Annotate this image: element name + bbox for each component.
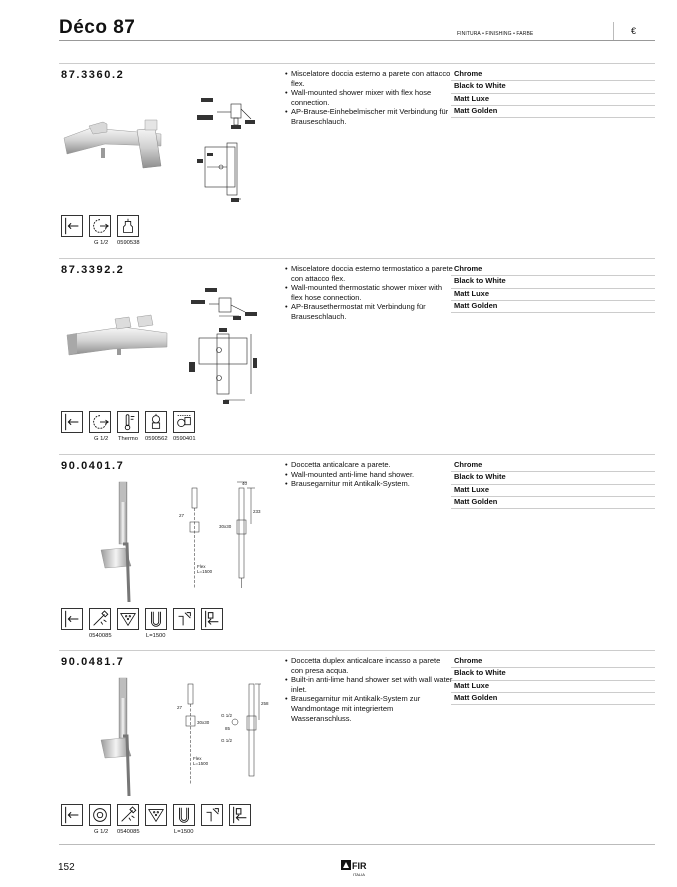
finish-matt-golden[interactable]: Matt Golden [451,693,655,705]
finish-matt-luxe[interactable]: Matt Luxe [451,94,655,106]
product-90-0481-7 [59,650,655,842]
wall-outlet-icon [201,608,223,630]
finish-black-to-white[interactable]: Black to White [451,472,655,484]
thread-top-label: G 1/2 [221,713,233,718]
icon-label-cartridge: 0590562 [145,436,168,442]
product-description [285,656,453,723]
icon-label-hand-shower: 0540085 [89,633,112,639]
wall-mounted-icon [61,804,83,826]
finish-black-to-white[interactable]: Black to White [451,668,655,680]
finish-chrome[interactable]: Chrome [451,460,655,472]
technical-drawing [175,481,285,602]
product-87-3392-2 [59,258,655,448]
footer-divider [59,844,655,845]
flex-label: Flex [197,564,206,569]
finish-matt-luxe[interactable]: Matt Luxe [451,681,655,693]
description-de: • AP-Brausethermostat mit Verbindung für Brauseschlauch. [285,302,453,321]
description-it: • Doccetta duplex anticalcare incasso a parete con presa acqua. [285,656,453,675]
finish-matt-golden[interactable]: Matt Golden [451,301,655,313]
connection-thread-icon [89,411,111,433]
dimension-233: 233 [253,509,261,514]
dimension-40: 40 [242,481,248,486]
description-it: • Miscelatore doccia esterno a parete con attacco flex. [285,69,453,88]
product-photo [99,674,135,798]
finish-matt-golden[interactable]: Matt Golden [451,497,655,509]
thermostat-icon [117,411,139,433]
icon-label-thread: G 1/2 [94,829,109,835]
finishing-column-header: FINITURA • FINISHING • FARBE [457,31,534,37]
page-title: Déco 87 [59,17,136,38]
icon-label-spare-part: 0590401 [173,436,196,442]
price-column-header: € [631,26,637,36]
connection-thread-icon [89,215,111,237]
description-it: • Doccetta anticalcare a parete. [285,460,453,470]
thread-bottom-label: G 1/2 [221,738,233,743]
product-description [285,460,453,489]
flex-length-label: L=1500 [197,569,213,574]
product-divider [59,454,655,455]
finish-list [451,656,655,705]
wall-mounted-icon [61,215,83,237]
wall-mounted-icon [61,608,83,630]
product-photo [61,118,167,176]
flex-hose-icon [145,608,167,630]
wall-mounted-icon [61,411,83,433]
icon-label-hose-length: L=1500 [146,633,166,639]
product-photo [99,478,135,604]
feature-icons [59,215,259,245]
feature-icons [59,411,269,441]
finish-matt-golden[interactable]: Matt Golden [451,106,655,118]
hand-shower-icon [89,608,111,630]
description-en: • Built-in anti-lime hand shower set with wall water inlet. [285,675,453,694]
product-divider [59,650,655,651]
icon-label-hose-length: L=1500 [174,829,194,835]
icon-label-hand-shower: 0540085 [117,829,140,835]
brand-logo [341,860,373,878]
product-90-0401-7 [59,454,655,646]
icon-label-thread: G 1/2 [94,240,109,246]
description-de: • Brausegarnitur mit Antikalk-System zur Wandmontage mit integriertem Wasseranschluss. [285,694,453,723]
technical-drawing [175,680,285,800]
feature-icons [59,804,289,834]
product-87-3360-2 [59,63,655,253]
description-de: • AP-Brause-Einhebelmischer mit Verbindung für Brauseschlauch. [285,107,453,126]
product-description [285,264,453,322]
description-it: • Miscelatore doccia esterno termostatico a parete con attacco flex. [285,264,453,283]
header-divider [59,40,655,41]
product-code: 90.0401.7 [61,460,125,472]
product-divider [59,63,655,64]
description-en: • Wall-mounted thermostatic shower mixer with flex hose connection. [285,283,453,302]
description-en: • Wall-mounted shower mixer with flex hose connection. [285,88,453,107]
icon-label-thread: G 1/2 [94,436,109,442]
finish-matt-luxe[interactable]: Matt Luxe [451,289,655,301]
description-en: • Wall-mounted anti-lime hand shower. [285,470,453,480]
connection-thread-icon [89,804,111,826]
finish-list [451,460,655,509]
product-divider [59,258,655,259]
wall-bracket-icon [201,804,223,826]
hand-shower-icon [117,804,139,826]
anti-lime-spray-icon [117,608,139,630]
product-description [285,69,453,127]
dimension-85: 85 [225,726,231,731]
finish-chrome[interactable]: Chrome [451,264,655,276]
cartridge-icon [117,215,139,237]
brand-subtitle: ITALIA [353,872,365,877]
technical-drawing [189,286,269,406]
icon-label-thermo: Thermo [118,436,138,442]
product-code: 90.0481.7 [61,656,125,668]
product-code: 87.3360.2 [61,69,125,81]
flex-hose-icon [173,804,195,826]
product-code: 87.3392.2 [61,264,125,276]
cartridge-icon [145,411,167,433]
finish-black-to-white[interactable]: Black to White [451,276,655,288]
flex-length-label: L=1500 [193,761,209,766]
dimension-27: 27 [177,705,183,710]
finish-matt-luxe[interactable]: Matt Luxe [451,485,655,497]
icon-label-cartridge: 0590538 [117,240,140,246]
dimension-258: 258 [261,701,269,706]
page-number: 152 [58,862,75,873]
spare-part-icon [173,411,195,433]
finish-list [451,69,655,118]
feature-icons [59,608,269,638]
dimension-27: 27 [179,513,185,518]
dimension-30x30: 30x30 [219,524,232,529]
wall-outlet-icon [229,804,251,826]
wall-bracket-icon [173,608,195,630]
finish-chrome[interactable]: Chrome [451,656,655,668]
anti-lime-spray-icon [145,804,167,826]
finish-list [451,264,655,313]
flex-label: Flex [193,756,202,761]
product-photo [63,313,167,369]
technical-drawing [197,95,257,207]
finish-chrome[interactable]: Chrome [451,69,655,81]
description-de: • Brausegarnitur mit Antikalk-System. [285,479,453,489]
dimension-30x30: 30x30 [197,720,210,725]
finish-black-to-white[interactable]: Black to White [451,81,655,93]
header-separator [613,22,614,40]
brand-name: FIR [352,861,367,871]
